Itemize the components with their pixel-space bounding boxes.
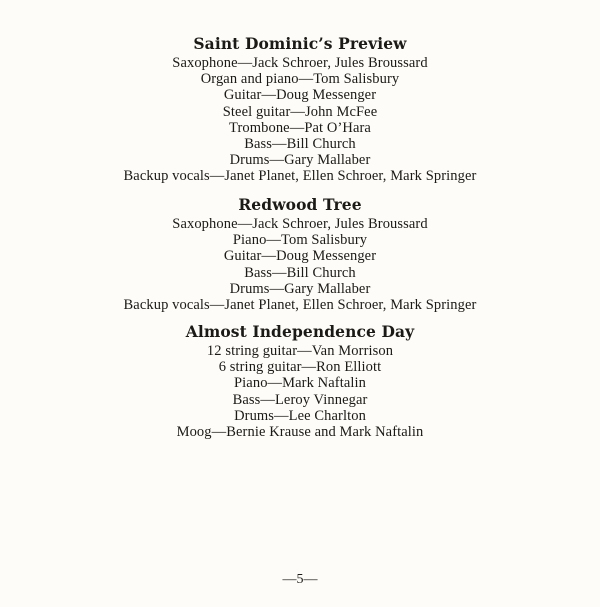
credit-line: Piano—Mark Naftalin bbox=[234, 375, 366, 392]
credit-line: Piano—Tom Salisbury bbox=[232, 232, 368, 249]
section-almost-independence-day bbox=[0, 322, 600, 440]
credit-list bbox=[0, 343, 600, 440]
credit-line: Drums—Gary Mallaber bbox=[229, 280, 371, 297]
credit-line: Saxophone—Jack Schroer, Jules Broussard bbox=[172, 55, 428, 71]
section-title: Almost Independence Day bbox=[185, 322, 415, 341]
credit-line: Guitar—Doug Messenger bbox=[223, 248, 377, 265]
credit-line: Trombone—Pat O’Hara bbox=[229, 119, 371, 136]
credit-line: Bass—Bill Church bbox=[244, 136, 356, 153]
section-title: Redwood Tree bbox=[238, 195, 362, 214]
section-redwood-tree bbox=[0, 195, 600, 313]
section-title: Saint Dominic’s Preview bbox=[193, 34, 407, 53]
credit-line: Steel guitar—John McFee bbox=[222, 103, 378, 120]
credit-line: Backup vocals—Janet Planet, Ellen Schroer, Mark Springer bbox=[123, 168, 477, 185]
credit-line: Bass—Bill Church bbox=[244, 264, 356, 281]
credit-line: 6 string guitar—Ron Elliott bbox=[218, 359, 382, 376]
section-saint-dominics-preview bbox=[0, 34, 600, 185]
credit-line: Bass—Leroy Vinnegar bbox=[232, 391, 368, 408]
credit-line: Organ and piano—Tom Salisbury bbox=[200, 71, 400, 88]
credit-line: 12 string guitar—Van Morrison bbox=[206, 343, 394, 359]
credit-line: Backup vocals—Janet Planet, Ellen Schroer, Mark Springer bbox=[123, 297, 477, 314]
credit-line: Saxophone—Jack Schroer, Jules Broussard bbox=[172, 216, 428, 232]
credit-list bbox=[0, 55, 600, 185]
credit-line: Drums—Lee Charlton bbox=[234, 407, 366, 424]
credit-line: Guitar—Doug Messenger bbox=[223, 87, 377, 104]
credit-list bbox=[0, 216, 600, 313]
page-number: —5— bbox=[282, 572, 318, 587]
credit-line: Drums—Gary Mallaber bbox=[229, 152, 371, 169]
credit-line: Moog—Bernie Krause and Mark Naftalin bbox=[176, 424, 424, 441]
